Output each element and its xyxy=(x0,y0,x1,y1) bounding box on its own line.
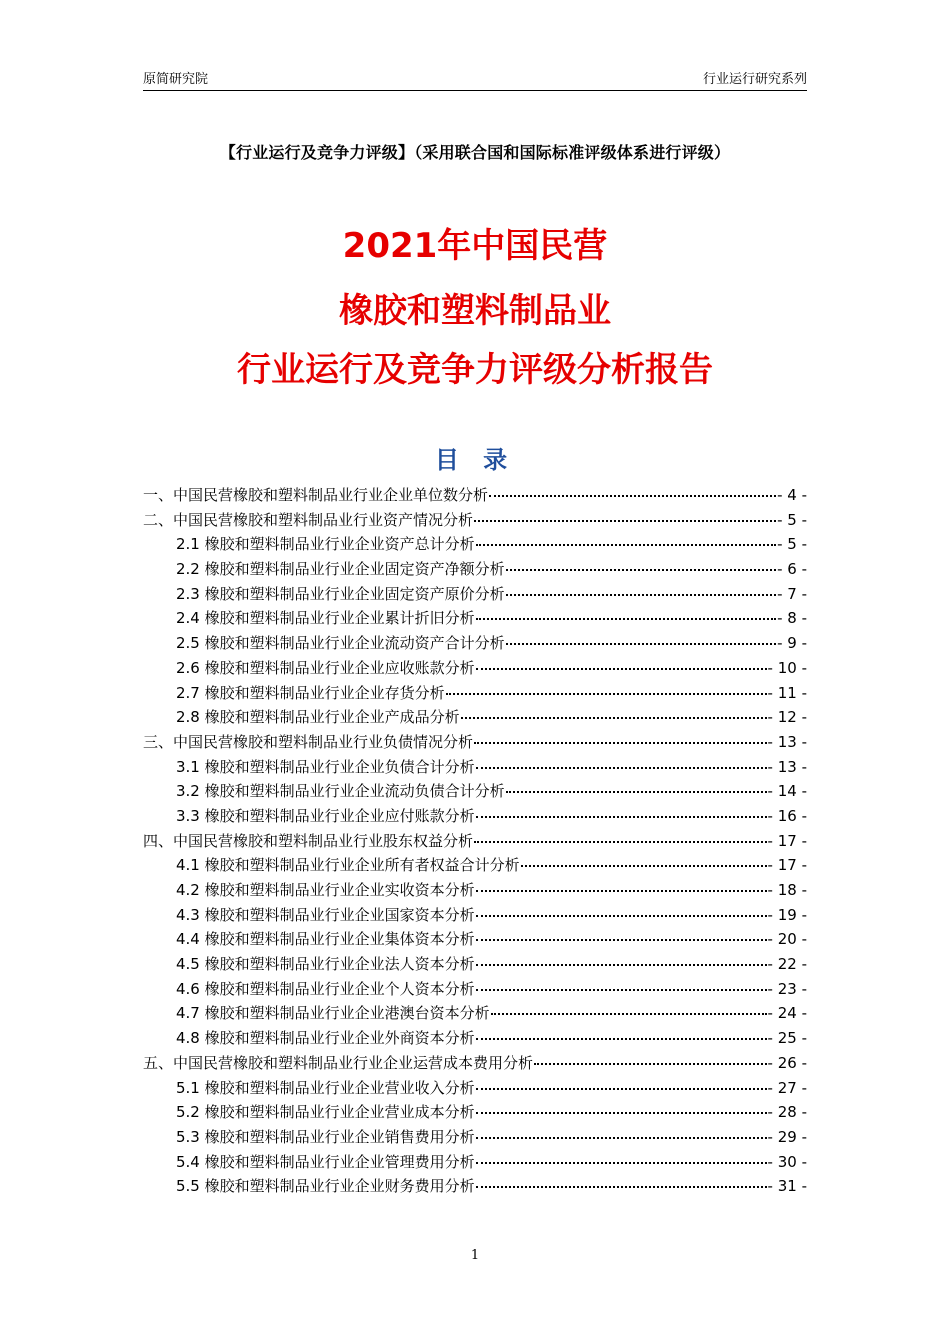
toc-entry-label: 5.5 橡胶和塑料制品业行业企业财务费用分析 xyxy=(176,1177,475,1196)
toc-entry[interactable] xyxy=(143,731,807,756)
toc-entry[interactable] xyxy=(143,830,807,855)
toc-entry-label: 3.1 橡胶和塑料制品业行业企业负债合计分析 xyxy=(176,757,475,776)
toc-dot-leader xyxy=(474,840,767,843)
toc-dot-leader xyxy=(474,741,767,744)
toc-entry-label: 4.8 橡胶和塑料制品业行业企业外商资本分析 xyxy=(176,1029,475,1048)
toc-entry-label: 2.7 橡胶和塑料制品业行业企业存货分析 xyxy=(176,683,445,702)
report-subtitle: 【行业运行及竞争力评级】（采用联合国和国际标准评级体系进行评级） xyxy=(219,143,731,162)
toc-entry[interactable] xyxy=(143,756,807,781)
toc-entry-page: - 29 - xyxy=(767,1127,807,1146)
toc-entry[interactable] xyxy=(143,1052,807,1077)
toc-dot-leader xyxy=(506,642,776,645)
toc-entry[interactable] xyxy=(143,484,807,509)
toc-entry-page: - 31 - xyxy=(767,1177,807,1196)
toc-dot-leader xyxy=(476,1111,767,1114)
toc-entry-label: 3.2 橡胶和塑料制品业行业企业流动负债合计分析 xyxy=(176,782,505,801)
toc-dot-leader xyxy=(476,963,767,966)
toc-entry-label: 2.1 橡胶和塑料制品业行业企业资产总计分析 xyxy=(176,535,475,554)
toc-entry-page: - 4 - xyxy=(777,486,807,504)
toc-dot-leader xyxy=(476,543,776,546)
toc-entry-page: - 7 - xyxy=(777,584,807,603)
page-header xyxy=(143,66,807,91)
header-left-text: 原简研究院 xyxy=(143,72,209,87)
toc-entry-label: 4.6 橡胶和塑料制品业行业企业个人资本分析 xyxy=(176,979,475,998)
toc-entry[interactable] xyxy=(143,706,807,731)
toc-entry-label: 4.3 橡胶和塑料制品业行业企业国家资本分析 xyxy=(176,905,475,924)
toc-entry[interactable] xyxy=(143,805,807,830)
toc-entry-page: - 26 - xyxy=(767,1053,807,1072)
toc-entry[interactable] xyxy=(143,1027,807,1052)
toc-entry-page: - 8 - xyxy=(777,609,807,628)
toc-entry[interactable] xyxy=(143,607,807,632)
toc-dot-leader xyxy=(491,1012,767,1015)
toc-entry-page: - 27 - xyxy=(767,1078,807,1097)
toc-entry-page: - 13 - xyxy=(767,732,807,751)
toc-entry[interactable] xyxy=(143,1077,807,1102)
toc-entry-label: 2.5 橡胶和塑料制品业行业企业流动资产合计分析 xyxy=(176,634,505,653)
toc-entry[interactable] xyxy=(143,583,807,608)
toc-entry-label: 5.4 橡胶和塑料制品业行业企业管理费用分析 xyxy=(176,1152,475,1171)
toc-dot-leader xyxy=(521,864,767,867)
toc-entry-page: - 11 - xyxy=(767,683,807,702)
report-title-line-1: 2021年中国民营 xyxy=(342,226,608,266)
toc-entry-label: 2.2 橡胶和塑料制品业行业企业固定资产净额分析 xyxy=(176,560,505,579)
toc-entry-page: - 17 - xyxy=(767,831,807,850)
toc-entry-page: - 22 - xyxy=(767,955,807,974)
toc-dot-leader xyxy=(476,1037,767,1040)
toc-entry-page: - 19 - xyxy=(767,905,807,924)
toc-entry-label: 4.2 橡胶和塑料制品业行业企业实收资本分析 xyxy=(176,881,475,899)
toc-dot-leader xyxy=(489,494,776,497)
toc-entry-page: - 17 - xyxy=(767,856,807,875)
toc-entry-page: - 6 - xyxy=(777,560,807,579)
table-of-contents xyxy=(143,484,807,1200)
toc-dot-leader xyxy=(476,667,767,670)
toc-entry-page: - 24 - xyxy=(767,1004,807,1023)
toc-dot-leader xyxy=(461,716,767,719)
toc-dot-leader xyxy=(476,617,776,620)
toc-dot-leader xyxy=(506,568,776,571)
toc-entry-label: 4.7 橡胶和塑料制品业行业企业港澳台资本分析 xyxy=(176,1004,490,1023)
toc-entry-page: - 18 - xyxy=(767,881,807,899)
toc-entry-label: 2.6 橡胶和塑料制品业行业企业应收账款分析 xyxy=(176,658,475,677)
toc-dot-leader xyxy=(476,1136,767,1139)
toc-heading: 目 录 xyxy=(434,446,516,474)
toc-entry[interactable] xyxy=(143,1175,807,1200)
toc-entry-page: - 13 - xyxy=(767,757,807,776)
toc-entry-page: - 12 - xyxy=(767,708,807,727)
toc-entry[interactable] xyxy=(143,657,807,682)
toc-entry[interactable] xyxy=(143,904,807,929)
toc-dot-leader xyxy=(446,692,767,695)
toc-entry-label: 5.1 橡胶和塑料制品业行业企业营业收入分析 xyxy=(176,1078,475,1097)
toc-entry-label: 四、中国民营橡胶和塑料制品业行业股东权益分析 xyxy=(143,831,474,850)
toc-entry-page: - 9 - xyxy=(777,634,807,653)
toc-entry-page: - 20 - xyxy=(767,930,807,949)
toc-entry[interactable] xyxy=(143,854,807,879)
toc-entry-label: 2.4 橡胶和塑料制品业行业企业累计折旧分析 xyxy=(176,609,475,628)
page-number: 1 xyxy=(470,1248,480,1263)
toc-entry-label: 2.8 橡胶和塑料制品业行业企业产成品分析 xyxy=(176,708,460,727)
toc-entry[interactable] xyxy=(143,978,807,1003)
toc-dot-leader xyxy=(476,988,767,991)
toc-entry[interactable] xyxy=(143,780,807,805)
toc-entry-label: 三、中国民营橡胶和塑料制品业行业负债情况分析 xyxy=(143,732,474,751)
toc-dot-leader xyxy=(476,1161,767,1164)
toc-entry-page: - 5 - xyxy=(777,535,807,554)
toc-entry[interactable] xyxy=(143,632,807,657)
toc-dot-leader xyxy=(476,766,767,769)
toc-entry[interactable] xyxy=(143,509,807,534)
toc-entry-page: - 25 - xyxy=(767,1029,807,1048)
toc-dot-leader xyxy=(534,1062,767,1065)
toc-dot-leader xyxy=(476,914,767,917)
report-title-line-3: 行业运行及竞争力评级分析报告 xyxy=(237,350,713,390)
toc-dot-leader xyxy=(476,938,767,941)
toc-entry-page: - 16 - xyxy=(767,806,807,825)
toc-entry[interactable] xyxy=(143,558,807,583)
toc-entry[interactable] xyxy=(143,1101,807,1126)
toc-entry[interactable] xyxy=(143,953,807,978)
toc-dot-leader xyxy=(476,815,767,818)
toc-dot-leader xyxy=(474,519,776,522)
toc-dot-leader xyxy=(476,889,767,892)
header-right-text: 行业运行研究系列 xyxy=(702,72,807,87)
toc-entry[interactable] xyxy=(143,928,807,953)
toc-entry[interactable] xyxy=(143,1126,807,1151)
toc-entry-label: 4.1 橡胶和塑料制品业行业企业所有者权益合计分析 xyxy=(176,856,520,875)
toc-entry-page: - 10 - xyxy=(767,658,807,677)
toc-entry-label: 一、中国民营橡胶和塑料制品业行业企业单位数分析 xyxy=(143,486,489,504)
toc-entry-page: - 23 - xyxy=(767,979,807,998)
toc-entry[interactable] xyxy=(143,879,807,904)
toc-entry-label: 5.3 橡胶和塑料制品业行业企业销售费用分析 xyxy=(176,1127,475,1146)
toc-dot-leader xyxy=(506,593,776,596)
toc-entry[interactable] xyxy=(143,1002,807,1027)
toc-entry-label: 4.4 橡胶和塑料制品业行业企业集体资本分析 xyxy=(176,930,475,949)
toc-entry-label: 5.2 橡胶和塑料制品业行业企业营业成本分析 xyxy=(176,1103,475,1122)
toc-entry-label: 二、中国民营橡胶和塑料制品业行业资产情况分析 xyxy=(143,510,474,529)
report-title-line-2: 橡胶和塑料制品业 xyxy=(339,291,611,331)
toc-dot-leader xyxy=(476,1185,767,1188)
toc-entry[interactable] xyxy=(143,1151,807,1176)
toc-entry-label: 4.5 橡胶和塑料制品业行业企业法人资本分析 xyxy=(176,955,475,974)
toc-entry[interactable] xyxy=(143,682,807,707)
toc-entry-label: 2.3 橡胶和塑料制品业行业企业固定资产原价分析 xyxy=(176,584,505,603)
toc-entry[interactable] xyxy=(143,533,807,558)
toc-entry-label: 五、中国民营橡胶和塑料制品业行业企业运营成本费用分析 xyxy=(143,1053,534,1072)
toc-dot-leader xyxy=(506,790,767,793)
toc-entry-page: - 5 - xyxy=(777,510,807,529)
toc-entry-page: - 28 - xyxy=(767,1103,807,1122)
toc-entry-page: - 30 - xyxy=(767,1152,807,1171)
toc-dot-leader xyxy=(476,1087,767,1090)
toc-entry-page: - 14 - xyxy=(767,782,807,801)
toc-entry-label: 3.3 橡胶和塑料制品业行业企业应付账款分析 xyxy=(176,806,475,825)
